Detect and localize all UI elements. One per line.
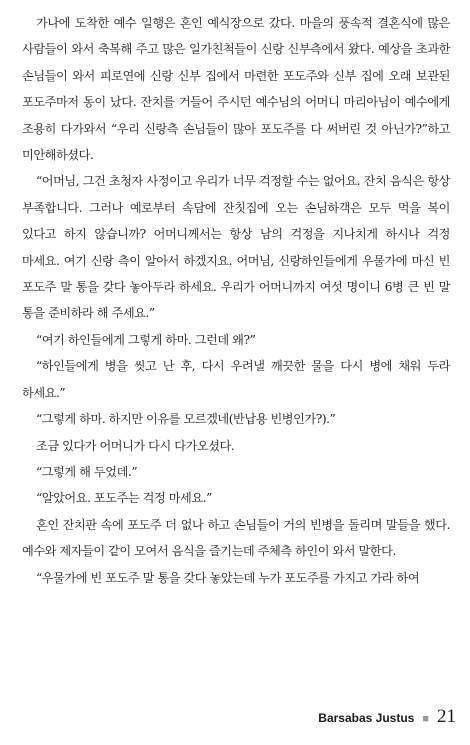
paragraph: “우물가에 빈 포도주 말 통을 갖다 놓았는데 누가 포도주를 가지고 가라 하여: [36, 570, 420, 585]
paragraph: 가나에 도착한 예수 일행은 혼인 예식장으로 갔다. 마을의 풍속적 결혼식에 많은 사람들이 와서 축복해 주고 많은 일가친척들이 신랑 신부측에서 왔다. 예상을 초과한 손님들이 와서 피로연에 신랑 신부 집에서 마련한 포도주와 신부 집에 오래 보관된 포도주마저 동이 났다. 잔치를 거들어 주시던 예수님의 어머니 마리아님이 예수에게 조용히 다가와서 “우리 신랑측 손님들이 많아 포도주를 다 써버린 것 아닌가?”하고 미안해하셨다.: [22, 16, 450, 163]
page-number: 21: [437, 706, 456, 727]
paragraph: “하인들에게 병을 씻고 난 후, 다시 우려낼 깨끗한 물을 다시 병에 채워 두라 하세요.”: [22, 359, 450, 400]
paragraph: “알았어요. 포도주는 걱정 마세요.”: [36, 491, 212, 506]
body-text: [22, 10, 450, 591]
paragraph: “그렇게 해 두었데.”: [36, 464, 138, 479]
paragraph: 조금 있다가 어머니가 다시 다가오셨다.: [36, 438, 235, 453]
paragraph: “여기 하인들에게 그렇게 하마. 그런데 왜?”: [36, 332, 256, 347]
page-footer: [318, 706, 456, 732]
footer-separator: ■: [422, 713, 429, 725]
footer-author: Barsabas Justus: [318, 711, 415, 725]
paragraph: 혼인 잔치판 속에 포도주 더 없나 하고 손님들이 거의 빈병을 돌리며 말들을 했다. 예수와 제자들이 같이 모여서 음식을 즐기는데 주체측 하인이 와서 말한다.: [22, 517, 450, 559]
paragraph: “어머님, 그건 초청자 사정이고 우리가 너무 걱정할 수는 없어요. 잔치 음식은 항상 부족합니다. 그러나 예로부터 속담에 잔칫집에 오는 손님하객은 모두 먹을 복이 있다고 하지 않습니까? 어머니께서는 항상 남의 걱정을 지나치게 하시나 걱정 마세요. 여기 신랑 측이 알아서 하겠지요. 어머님, 신랑하인들에게 우물가에 마신 빈 포도주 말 통을 갖다 놓아두라 하세요. 우리가 어머니까지 여섯 명이니 6병 큰 빈 말 통을 준비하라 해 주세요.”: [22, 174, 450, 321]
paragraph: “그렇게 하마. 하지만 이유를 모르겠네(반납용 빈병인가?).”: [36, 412, 336, 427]
